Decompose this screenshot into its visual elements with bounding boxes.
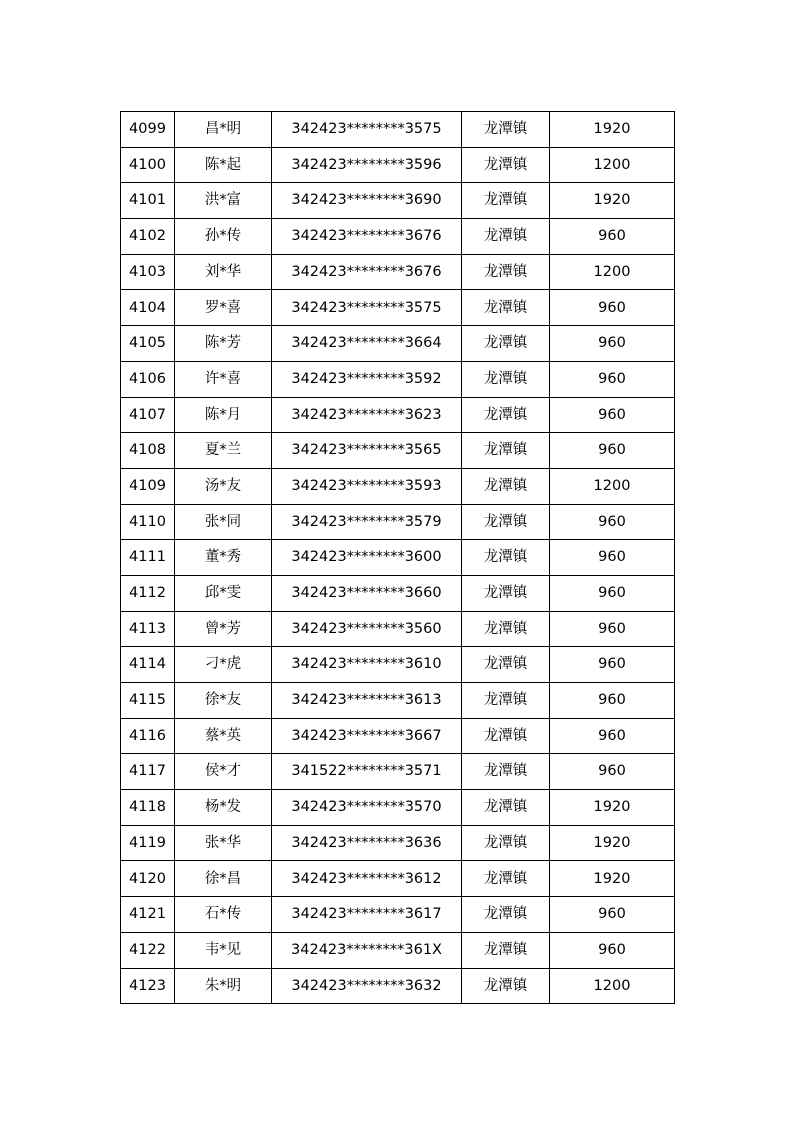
amount-cell: 1200: [550, 254, 675, 290]
table-row: [121, 968, 675, 1004]
table-row: [121, 825, 675, 861]
name-cell: 陈*月: [175, 397, 272, 433]
table-row: [121, 112, 675, 148]
name-cell: 汤*友: [175, 468, 272, 504]
name-cell: 刁*虎: [175, 647, 272, 683]
amount-cell: 1920: [550, 825, 675, 861]
id-number-cell: 342423********3664: [272, 326, 462, 362]
amount-cell: 960: [550, 504, 675, 540]
name-cell: 邱*雯: [175, 575, 272, 611]
row-number-cell: 4121: [121, 897, 175, 933]
row-number-cell: 4118: [121, 790, 175, 826]
town-cell: 龙潭镇: [462, 575, 550, 611]
table-row: [121, 183, 675, 219]
name-cell: 夏*兰: [175, 433, 272, 469]
town-cell: 龙潭镇: [462, 397, 550, 433]
row-number-cell: 4112: [121, 575, 175, 611]
town-cell: 龙潭镇: [462, 433, 550, 469]
town-cell: 龙潭镇: [462, 790, 550, 826]
name-cell: 陈*起: [175, 147, 272, 183]
table-row: [121, 861, 675, 897]
row-number-cell: 4099: [121, 112, 175, 148]
town-cell: 龙潭镇: [462, 825, 550, 861]
amount-cell: 1920: [550, 183, 675, 219]
id-number-cell: 342423********3660: [272, 575, 462, 611]
town-cell: 龙潭镇: [462, 147, 550, 183]
id-number-cell: 342423********3676: [272, 219, 462, 255]
town-cell: 龙潭镇: [462, 254, 550, 290]
id-number-cell: 342423********3610: [272, 647, 462, 683]
row-number-cell: 4115: [121, 683, 175, 719]
id-number-cell: 342423********3592: [272, 361, 462, 397]
id-number-cell: 342423********3593: [272, 468, 462, 504]
name-cell: 孙*传: [175, 219, 272, 255]
amount-cell: 960: [550, 718, 675, 754]
name-cell: 徐*友: [175, 683, 272, 719]
amount-cell: 960: [550, 326, 675, 362]
town-cell: 龙潭镇: [462, 504, 550, 540]
amount-cell: 1920: [550, 790, 675, 826]
table-row: [121, 647, 675, 683]
id-number-cell: 342423********3560: [272, 611, 462, 647]
amount-cell: 960: [550, 897, 675, 933]
amount-cell: 960: [550, 611, 675, 647]
name-cell: 曾*芳: [175, 611, 272, 647]
town-cell: 龙潭镇: [462, 611, 550, 647]
name-cell: 罗*喜: [175, 290, 272, 326]
id-number-cell: 342423********3623: [272, 397, 462, 433]
row-number-cell: 4100: [121, 147, 175, 183]
table-row: [121, 611, 675, 647]
row-number-cell: 4108: [121, 433, 175, 469]
amount-cell: 960: [550, 397, 675, 433]
amount-cell: 960: [550, 754, 675, 790]
id-number-cell: 342423********3575: [272, 290, 462, 326]
row-number-cell: 4117: [121, 754, 175, 790]
name-cell: 杨*发: [175, 790, 272, 826]
roster-table: [120, 111, 675, 1004]
table-row: [121, 683, 675, 719]
id-number-cell: 342423********361X: [272, 932, 462, 968]
table-row: [121, 575, 675, 611]
table-row: [121, 718, 675, 754]
amount-cell: 960: [550, 219, 675, 255]
name-cell: 蔡*英: [175, 718, 272, 754]
row-number-cell: 4109: [121, 468, 175, 504]
town-cell: 龙潭镇: [462, 290, 550, 326]
amount-cell: 960: [550, 290, 675, 326]
town-cell: 龙潭镇: [462, 540, 550, 576]
table-row: [121, 897, 675, 933]
town-cell: 龙潭镇: [462, 112, 550, 148]
amount-cell: 960: [550, 433, 675, 469]
id-number-cell: 342423********3612: [272, 861, 462, 897]
id-number-cell: 342423********3676: [272, 254, 462, 290]
id-number-cell: 342423********3570: [272, 790, 462, 826]
town-cell: 龙潭镇: [462, 183, 550, 219]
name-cell: 刘*华: [175, 254, 272, 290]
table-row: [121, 254, 675, 290]
row-number-cell: 4110: [121, 504, 175, 540]
town-cell: 龙潭镇: [462, 326, 550, 362]
amount-cell: 960: [550, 932, 675, 968]
town-cell: 龙潭镇: [462, 468, 550, 504]
row-number-cell: 4106: [121, 361, 175, 397]
town-cell: 龙潭镇: [462, 861, 550, 897]
name-cell: 昌*明: [175, 112, 272, 148]
row-number-cell: 4119: [121, 825, 175, 861]
name-cell: 张*华: [175, 825, 272, 861]
town-cell: 龙潭镇: [462, 897, 550, 933]
amount-cell: 960: [550, 361, 675, 397]
id-number-cell: 342423********3565: [272, 433, 462, 469]
town-cell: 龙潭镇: [462, 718, 550, 754]
id-number-cell: 342423********3579: [272, 504, 462, 540]
town-cell: 龙潭镇: [462, 683, 550, 719]
amount-cell: 960: [550, 647, 675, 683]
row-number-cell: 4113: [121, 611, 175, 647]
row-number-cell: 4107: [121, 397, 175, 433]
table-row: [121, 540, 675, 576]
name-cell: 陈*芳: [175, 326, 272, 362]
table-row: [121, 754, 675, 790]
row-number-cell: 4114: [121, 647, 175, 683]
id-number-cell: 342423********3575: [272, 112, 462, 148]
table-row: [121, 219, 675, 255]
name-cell: 张*同: [175, 504, 272, 540]
row-number-cell: 4101: [121, 183, 175, 219]
id-number-cell: 342423********3600: [272, 540, 462, 576]
row-number-cell: 4116: [121, 718, 175, 754]
id-number-cell: 342423********3613: [272, 683, 462, 719]
row-number-cell: 4103: [121, 254, 175, 290]
name-cell: 洪*富: [175, 183, 272, 219]
table-row: [121, 361, 675, 397]
amount-cell: 960: [550, 683, 675, 719]
id-number-cell: 342423********3632: [272, 968, 462, 1004]
row-number-cell: 4120: [121, 861, 175, 897]
row-number-cell: 4105: [121, 326, 175, 362]
name-cell: 董*秀: [175, 540, 272, 576]
row-number-cell: 4123: [121, 968, 175, 1004]
amount-cell: 1920: [550, 112, 675, 148]
id-number-cell: 342423********3667: [272, 718, 462, 754]
table-row: [121, 147, 675, 183]
row-number-cell: 4111: [121, 540, 175, 576]
town-cell: 龙潭镇: [462, 361, 550, 397]
amount-cell: 1200: [550, 468, 675, 504]
table-row: [121, 290, 675, 326]
id-number-cell: 342423********3617: [272, 897, 462, 933]
name-cell: 石*传: [175, 897, 272, 933]
name-cell: 许*喜: [175, 361, 272, 397]
table-row: [121, 790, 675, 826]
id-number-cell: 342423********3690: [272, 183, 462, 219]
town-cell: 龙潭镇: [462, 932, 550, 968]
id-number-cell: 341522********3571: [272, 754, 462, 790]
amount-cell: 960: [550, 540, 675, 576]
row-number-cell: 4102: [121, 219, 175, 255]
table-row: [121, 932, 675, 968]
town-cell: 龙潭镇: [462, 647, 550, 683]
table-row: [121, 397, 675, 433]
amount-cell: 1920: [550, 861, 675, 897]
town-cell: 龙潭镇: [462, 754, 550, 790]
name-cell: 徐*昌: [175, 861, 272, 897]
town-cell: 龙潭镇: [462, 968, 550, 1004]
name-cell: 侯*才: [175, 754, 272, 790]
name-cell: 韦*见: [175, 932, 272, 968]
row-number-cell: 4104: [121, 290, 175, 326]
table-row: [121, 468, 675, 504]
amount-cell: 1200: [550, 968, 675, 1004]
table-row: [121, 433, 675, 469]
amount-cell: 960: [550, 575, 675, 611]
roster-table-body: [121, 112, 675, 1004]
table-row: [121, 504, 675, 540]
id-number-cell: 342423********3596: [272, 147, 462, 183]
row-number-cell: 4122: [121, 932, 175, 968]
table-row: [121, 326, 675, 362]
amount-cell: 1200: [550, 147, 675, 183]
town-cell: 龙潭镇: [462, 219, 550, 255]
name-cell: 朱*明: [175, 968, 272, 1004]
id-number-cell: 342423********3636: [272, 825, 462, 861]
